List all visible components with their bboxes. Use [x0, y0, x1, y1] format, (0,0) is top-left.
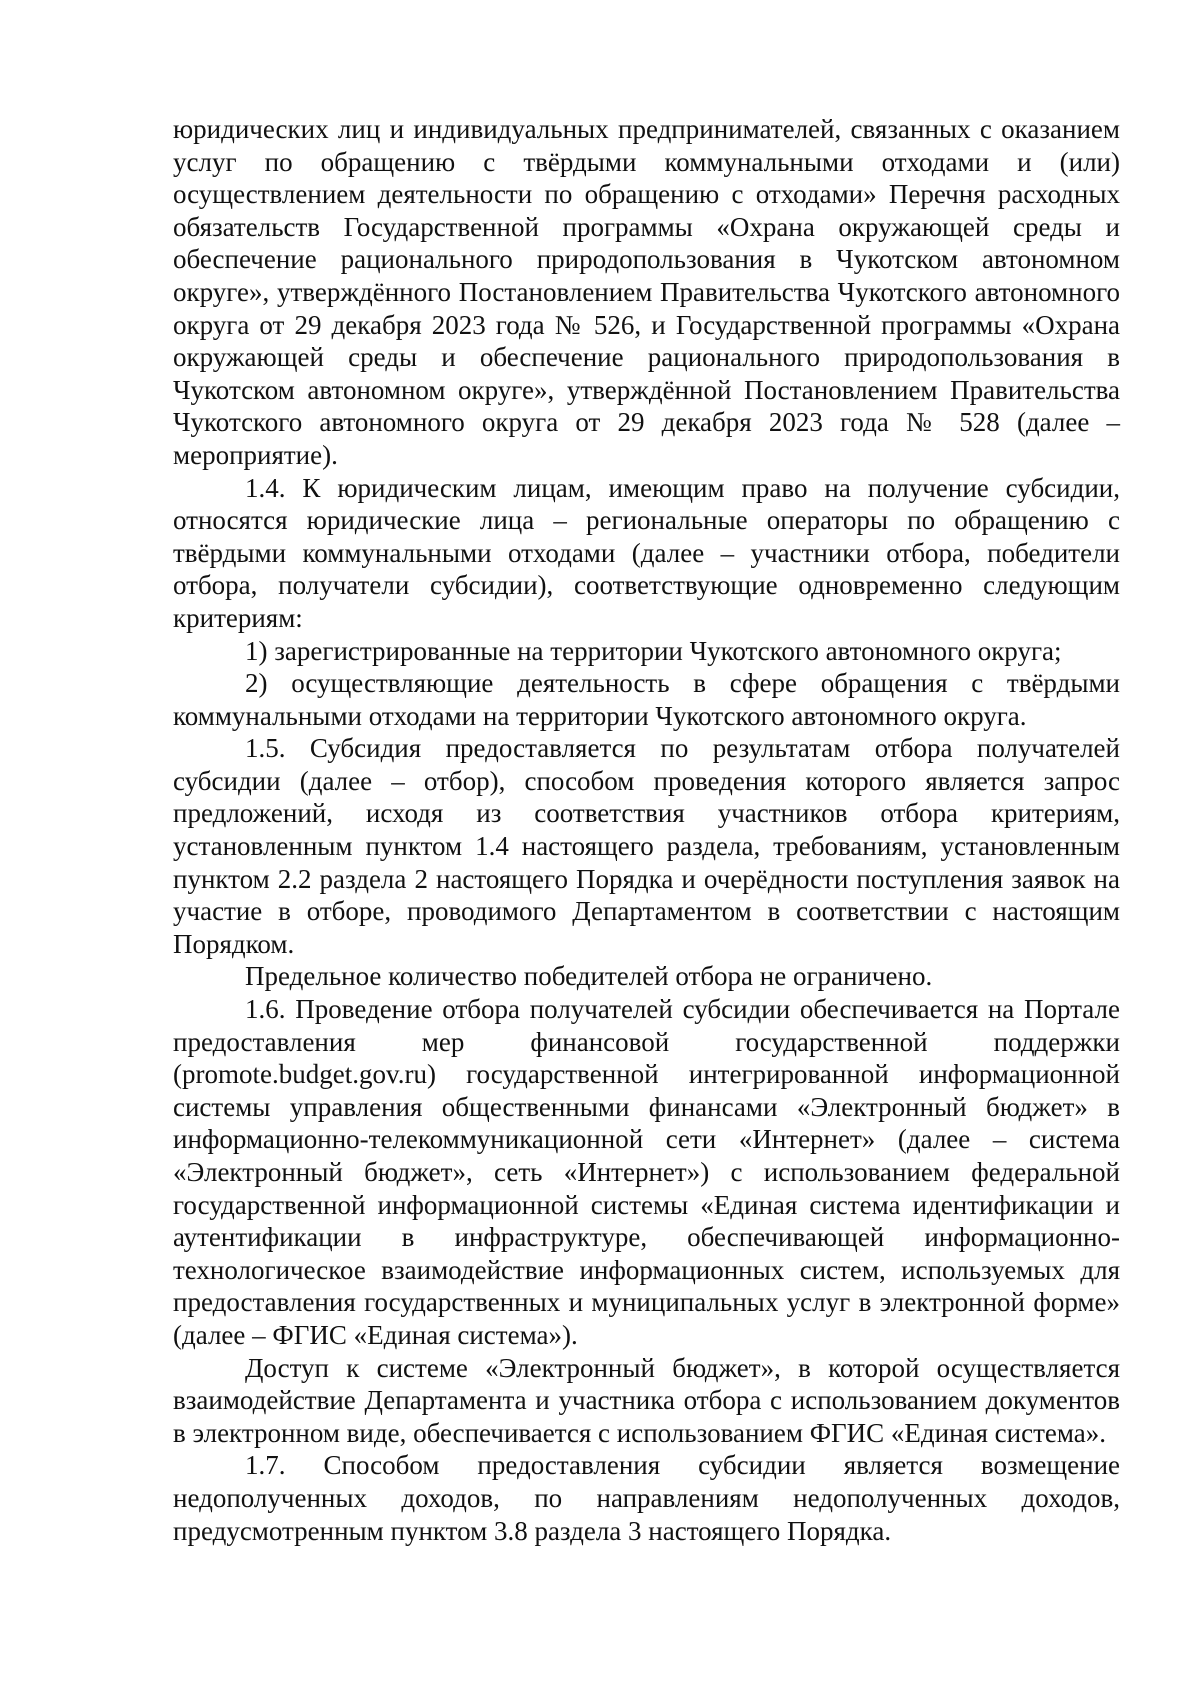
criterion-1: 1) зарегистрированные на территории Чукотского автономного округа; [245, 635, 1062, 666]
paragraph-1-5: 1.5. Субсидия предоставляется по результатам отбора получателей субсидии (далее – отбор), способом проведения которого является запрос предложений, исходя из соответствия участников отбора критериям, установленным пунктом 1.4 настоящего раздела, требованиям, установленным пунктом 2.2 раздела 2 настоящего Порядка и очерёдности поступления заявок на участие в отборе, проводимого Департаментом в соответствии с настоящим Порядком. [173, 733, 1120, 959]
paragraph-1-7: 1.7. Способом предоставления субсидии является возмещение недополученных доходов, по направлениям недополученных доходов, предусмотренным пунктом 3.8 раздела 3 настоящего Порядка. [173, 1450, 1120, 1546]
criterion-2: 2) осуществляющие деятельность в сфере обращения с твёрдыми коммунальными отходами на территории Чукотского автономного округа. [173, 668, 1120, 731]
paragraph-access: Доступ к системе «Электронный бюджет», в которой осуществляется взаимодействие Департамента и участника отбора с использованием документов в электронном виде, обеспечивается с использованием ФГИС «Единая система». [173, 1352, 1120, 1448]
document-page [173, 113, 1120, 1547]
paragraph-continuation: юридических лиц и индивидуальных предпринимателей, связанных с оказанием услуг по обращению с твёрдыми коммунальными отходами и (или) осуществлением деятельности по обращению с отходами» Перечня расходных обязательств Государственной программы «Охрана окружающей среды и обеспечение рационального природопользования в Чукотском автономном округе», утверждённого Постановлением Правительства Чукотского автономного округа от 29 декабря 2023 года № 526, и Государственной программы «Охрана окружающей среды и обеспечение рационального природопользования в Чукотском автономном округе», утверждённой Постановлением Правительства Чукотского автономного округа от 29 декабря 2023 года № 528 (далее – мероприятие). [173, 114, 1120, 470]
paragraph-1-4: 1.4. К юридическим лицам, имеющим право на получение субсидии, относятся юридические лица – региональные операторы по обращению с твёрдыми коммунальными отходами (далее – участники отбора, победители отбора, получатели субсидии), соответствующие одновременно следующим критериям: [173, 472, 1120, 633]
paragraph-1-6: 1.6. Проведение отбора получателей субсидии обеспечивается на Портале предоставления мер финансовой государственной поддержки (promote.budget.gov.ru) государственной интегрированной информационной системы управления общественными финансами «Электронный бюджет» в информационно-телекоммуникационной сети «Интернет» (далее – система «Электронный бюджет», сеть «Интернет») с использованием федеральной государственной информационной системы «Единая система идентификации и аутентификации в инфраструктуре, обеспечивающей информационно-технологическое взаимодействие информационных систем, используемых для предоставления государственных и муниципальных услуг в электронной форме» (далее – ФГИС «Единая система»). [173, 994, 1120, 1350]
paragraph-winners-limit: Предельное количество победителей отбора не ограничено. [245, 961, 933, 992]
